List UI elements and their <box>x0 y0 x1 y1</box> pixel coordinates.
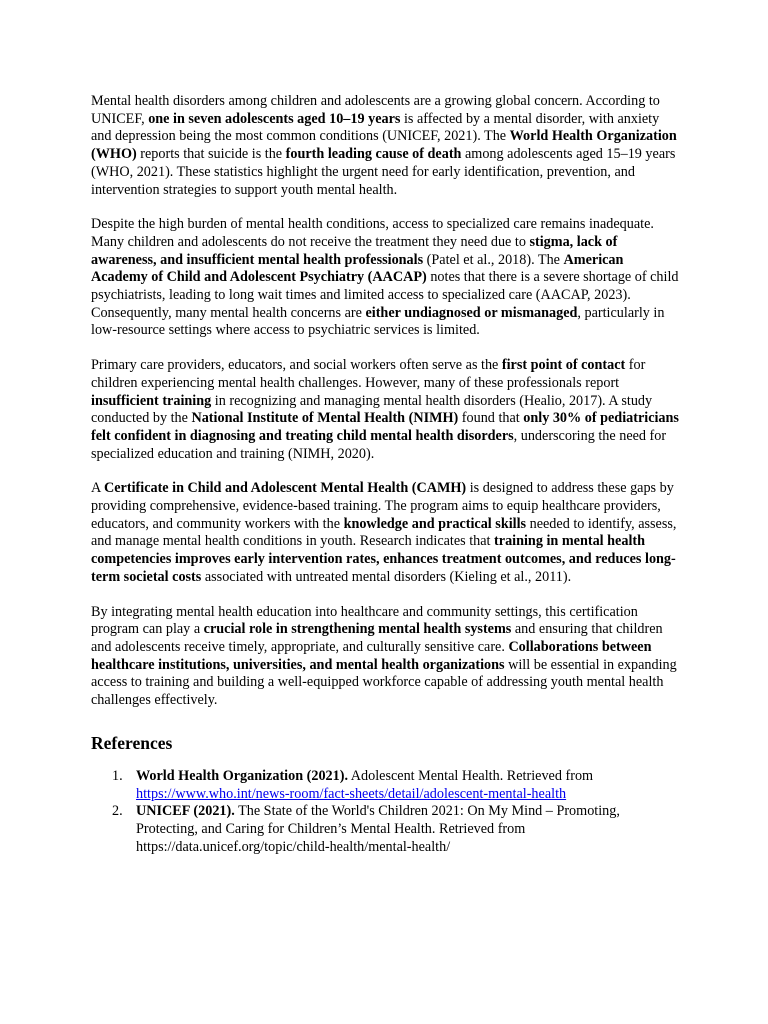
references-list <box>91 768 682 857</box>
body-paragraph <box>91 480 682 586</box>
text-run: , underscoring the need for specialized education and training (NIMH, 2020). <box>91 427 667 462</box>
text-run: reports that suicide is the <box>136 146 286 163</box>
bold-text: either undiagnosed or mismanaged <box>365 304 578 321</box>
text-run: for children experiencing mental health challenges. However, many of these professionals report <box>91 357 646 391</box>
bold-text: stigma, lack of awareness, and insufficient mental health professionals <box>91 233 618 268</box>
bold-text: American Academy of Child and Adolescent Psychiatry (AACAP) <box>91 251 624 286</box>
text-run: Primary care providers, educators, and social workers often serve as the <box>91 357 502 374</box>
text-run: will be essential in expanding access to training and building a well-equipped workforce capable of addressing youth mental health challenges effectively. <box>91 656 677 709</box>
body-paragraph <box>91 93 682 199</box>
references-heading: References <box>91 732 173 753</box>
body-paragraph <box>91 216 682 340</box>
text-run: among adolescents aged 15–19 years (WHO, 2021). These statistics highlight the urgent need for early identification, prevention, and intervention strategies to support youth mental health. <box>91 146 676 198</box>
reference-number: 1. <box>112 767 123 784</box>
reference-text: Adolescent Mental Health. Retrieved from <box>348 767 594 784</box>
bold-text: crucial role in strengthening mental health systems <box>203 621 512 638</box>
text-run: notes that there is a severe shortage of child psychiatrists, leading to long wait times and limited access to specialized care (AACAP, 2023). Consequently, many mental health concerns are <box>91 269 679 321</box>
bold-text: Collaborations between healthcare institutions, universities, and mental health organizations <box>91 638 652 673</box>
text-run: Despite the high burden of mental health conditions, access to specialized care remains inadequate. Many children and adolescents do not receive the treatment they need due to <box>91 216 654 250</box>
body-paragraph <box>91 357 682 463</box>
bold-text: fourth leading cause of death <box>285 146 462 163</box>
text-run: (Patel et al., 2018). The <box>423 251 564 268</box>
text-run: needed to identify, assess, and manage mental health conditions in youth. Research indicates that <box>91 515 677 550</box>
reference-link[interactable]: https://www.who.int/news-room/fact-sheets/detail/adolescent-mental-health <box>136 785 567 802</box>
reference-number: 2. <box>112 803 123 820</box>
bold-text: World Health Organization (WHO) <box>91 128 677 163</box>
bold-text: one in seven adolescents aged 10–19 years <box>148 110 401 127</box>
bold-text: National Institute of Mental Health (NIMH) <box>191 410 459 427</box>
text-run: associated with untreated mental disorders (Kieling et al., 2011). <box>201 568 572 585</box>
body-paragraph <box>91 604 682 710</box>
reference-source: World Health Organization (2021). <box>136 767 349 784</box>
reference-text: The State of the World's Children 2021: On My Mind – Promoting, Protecting, and Caring for Children’s Mental Health. Retrieved from <box>136 803 620 837</box>
text-run: Mental health disorders among children and adolescents are a growing global concern. According to UNICEF, <box>91 93 660 127</box>
bold-text: knowledge and practical skills <box>343 515 527 532</box>
text-run: and ensuring that children and adolescents receive timely, appropriate, and culturally sensitive care. <box>91 621 663 655</box>
document-body <box>91 93 682 710</box>
text-run: in recognizing and managing mental health disorders (Healio, 2017). A study conducted by the <box>91 392 653 427</box>
reference-source: UNICEF (2021). <box>136 803 235 820</box>
text-run: A <box>91 480 105 497</box>
bold-text: Certificate in Child and Adolescent Mental Health (CAMH) <box>104 480 467 497</box>
text-run: found that <box>458 410 524 427</box>
text-run: , particularly in low-resource settings where access to psychiatric services is limited. <box>91 304 665 339</box>
text-run: is designed to address these gaps by providing comprehensive, evidence-based training. The program aims to equip healthcare providers, educators, and community workers with the <box>91 480 674 532</box>
reference-item <box>91 768 682 803</box>
reference-item <box>91 803 682 856</box>
bold-text: training in mental health competencies improves early intervention rates, enhances treatment outcomes, and reduces long-term societal costs <box>91 533 676 585</box>
bold-text: insufficient training <box>91 392 212 409</box>
text-run: By integrating mental health education into healthcare and community settings, this certification program can play a <box>91 603 638 638</box>
bold-text: only 30% of pediatricians felt confident in diagnosing and treating child mental health disorders <box>91 410 679 444</box>
text-run: is affected by a mental disorder, with anxiety and depression being the most common conditions (UNICEF, 2021). The <box>91 110 660 145</box>
bold-text: first point of contact <box>501 357 626 374</box>
reference-url: https://data.unicef.org/topic/child-health/mental-health/ <box>136 838 451 855</box>
